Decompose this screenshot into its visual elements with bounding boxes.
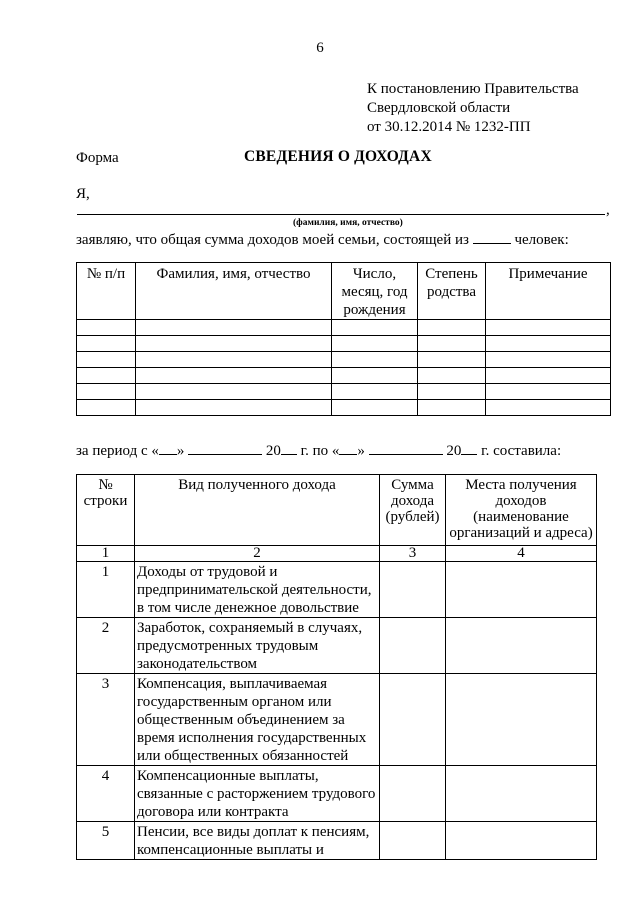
declarant-prefix: Я, (76, 186, 90, 202)
income-place-cell[interactable] (446, 618, 597, 674)
period-from-year-blank[interactable] (281, 442, 297, 455)
column-index: 1 (77, 546, 135, 562)
table-row (77, 400, 611, 416)
row-number: 3 (77, 674, 135, 766)
family-header-relation: Степень родства (418, 263, 486, 320)
income-header-place: Места получения доходов (наименование организаций и адреса) (446, 475, 597, 546)
column-index-row (77, 546, 597, 562)
table-row (77, 320, 611, 336)
period-line (76, 442, 561, 460)
income-sum-cell[interactable] (380, 618, 446, 674)
table-row (77, 674, 597, 766)
income-sum-cell[interactable] (380, 674, 446, 766)
approval-line-1: К постановлению Правительства (367, 81, 579, 97)
income-kind: Заработок, сохраняемый в случаях, предусмотренных трудовым законодательством (135, 618, 380, 674)
family-header-birth: Число, месяц, год рождения (332, 263, 418, 320)
family-header-num: № п/п (77, 263, 136, 320)
family-header-note: Примечание (486, 263, 611, 320)
table-row (77, 384, 611, 400)
period-to-quote: » (357, 443, 365, 459)
declaration-text-end: человек: (514, 232, 569, 248)
family-size-blank[interactable] (473, 231, 511, 244)
row-number: 4 (77, 766, 135, 822)
income-header-num: № строки (77, 475, 135, 546)
declaration-text: заявляю, что общая сумма доходов моей семьи, состоящей из (76, 232, 469, 248)
document-title: СВЕДЕНИЯ О ДОХОДАХ (244, 148, 432, 165)
income-place-cell[interactable] (446, 674, 597, 766)
name-comma: , (606, 202, 610, 218)
page-number: 6 (316, 40, 324, 56)
period-from-day-blank[interactable] (159, 442, 177, 455)
table-row (77, 368, 611, 384)
period-to-text: г. по « (300, 443, 340, 459)
period-from-month-blank[interactable] (188, 442, 262, 455)
income-sum-cell[interactable] (380, 766, 446, 822)
name-caption: (фамилия, имя, отчество) (293, 218, 403, 228)
family-header-fio: Фамилия, имя, отчество (136, 263, 332, 320)
column-index: 4 (446, 546, 597, 562)
form-label: Форма (76, 150, 119, 166)
name-fill-line[interactable] (77, 214, 605, 215)
income-header-kind: Вид полученного дохода (135, 475, 380, 546)
period-to-year-prefix: 20 (446, 443, 462, 459)
period-to-month-blank[interactable] (369, 442, 443, 455)
table-row (77, 766, 597, 822)
row-number: 1 (77, 562, 135, 618)
table-row (77, 562, 597, 618)
table-row (77, 336, 611, 352)
column-index: 3 (380, 546, 446, 562)
income-sum-cell[interactable] (380, 562, 446, 618)
income-header-sum: Сумма дохода (рублей) (380, 475, 446, 546)
period-end-text: г. составила: (481, 443, 562, 459)
row-number: 2 (77, 618, 135, 674)
declaration-line (76, 231, 569, 249)
family-table (76, 262, 611, 416)
income-table (76, 474, 597, 860)
table-row (77, 352, 611, 368)
income-place-cell[interactable] (446, 766, 597, 822)
approval-header (367, 80, 579, 137)
income-sum-cell[interactable] (380, 822, 446, 860)
period-to-day-blank[interactable] (339, 442, 357, 455)
income-kind: Доходы от трудовой и предпринимательской деятельности, в том числе денежное довольствие (135, 562, 380, 618)
row-number: 5 (77, 822, 135, 860)
income-place-cell[interactable] (446, 562, 597, 618)
income-kind: Компенсационные выплаты, связанные с расторжением трудового договора или контракта (135, 766, 380, 822)
table-row (77, 822, 597, 860)
income-kind: Пенсии, все виды доплат к пенсиям, компенсационные выплаты и (135, 822, 380, 860)
period-to-year-blank[interactable] (461, 442, 477, 455)
approval-line-2: Свердловской области (367, 100, 511, 116)
income-place-cell[interactable] (446, 822, 597, 860)
period-from-text: за период с « (76, 443, 159, 459)
table-row (77, 618, 597, 674)
approval-line-3: от 30.12.2014 № 1232-ПП (367, 119, 531, 135)
period-from-quote: » (176, 443, 185, 459)
income-kind: Компенсация, выплачиваемая государственным органом или общественным объединением за время исполнения государственных или общественных обязанностей (135, 674, 380, 766)
period-from-year-prefix: 20 (265, 443, 281, 459)
column-index: 2 (135, 546, 380, 562)
